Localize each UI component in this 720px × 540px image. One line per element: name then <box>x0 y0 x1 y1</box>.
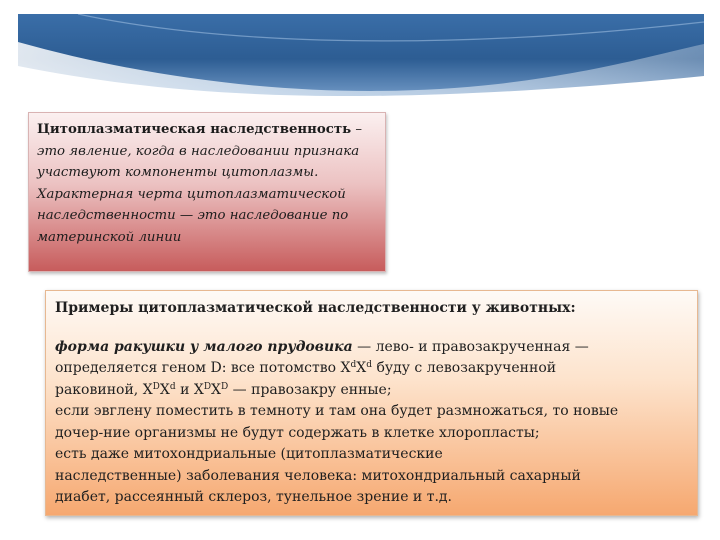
mito-line-1: есть даже митохондриальные (цитоплазматические <box>55 446 443 462</box>
snail-text-2a: определяется геном D: все потомство X <box>55 360 351 376</box>
mito-line-3: диабет, рассеянный склероз, тунельное зрение и т.д. <box>55 489 452 505</box>
allele-superscript: d <box>366 360 372 370</box>
snail-text-3c: и X <box>175 381 204 398</box>
snail-text-3a: раковиной, X <box>55 381 153 398</box>
allele-superscript: D <box>152 381 160 392</box>
definition-term: Цитоплазматическая наследственность <box>37 122 352 137</box>
snail-term: форма ракушки у малого прудовика <box>55 338 353 355</box>
definition-box <box>28 112 386 272</box>
snail-text-2b: X <box>356 360 367 376</box>
snail-text-3d: X <box>211 381 222 398</box>
header-banner <box>18 14 704 96</box>
allele-superscript: D <box>203 381 212 392</box>
mito-line-2: наследственные) заболевания человека: митохондриальный сахарный <box>55 467 581 484</box>
snail-text-3e: — правозакру енные; <box>228 381 392 398</box>
snail-text-3b: X <box>159 381 170 398</box>
allele-superscript: d <box>350 360 357 370</box>
definition-text: это явление, когда в наследовании признака участвуют компоненты цитоплазмы. Характерная черта цитоплазматической наследственности — это наследование по материнской линии <box>37 143 360 245</box>
snail-text-1: — лево- и правозакрученная — <box>352 338 589 355</box>
definition-dash: – <box>351 122 363 137</box>
euglena-line-1: если эвглену поместить в темноту и там она будет размножаться, то новые <box>55 403 619 419</box>
examples-heading: Примеры цитоплазматической наследственности у животных: <box>55 300 576 316</box>
snail-line-1 <box>55 337 689 359</box>
allele-superscript: d <box>169 381 176 392</box>
allele-superscript: D <box>221 381 229 392</box>
snail-text-2c: буду с левозакрученной <box>372 360 557 376</box>
snail-line-2 <box>55 358 689 380</box>
examples-box <box>45 290 698 516</box>
snail-line-3 <box>55 380 689 402</box>
euglena-line-2: дочер-ние организмы не будут содержать в клетке хлоропласты; <box>55 424 540 441</box>
